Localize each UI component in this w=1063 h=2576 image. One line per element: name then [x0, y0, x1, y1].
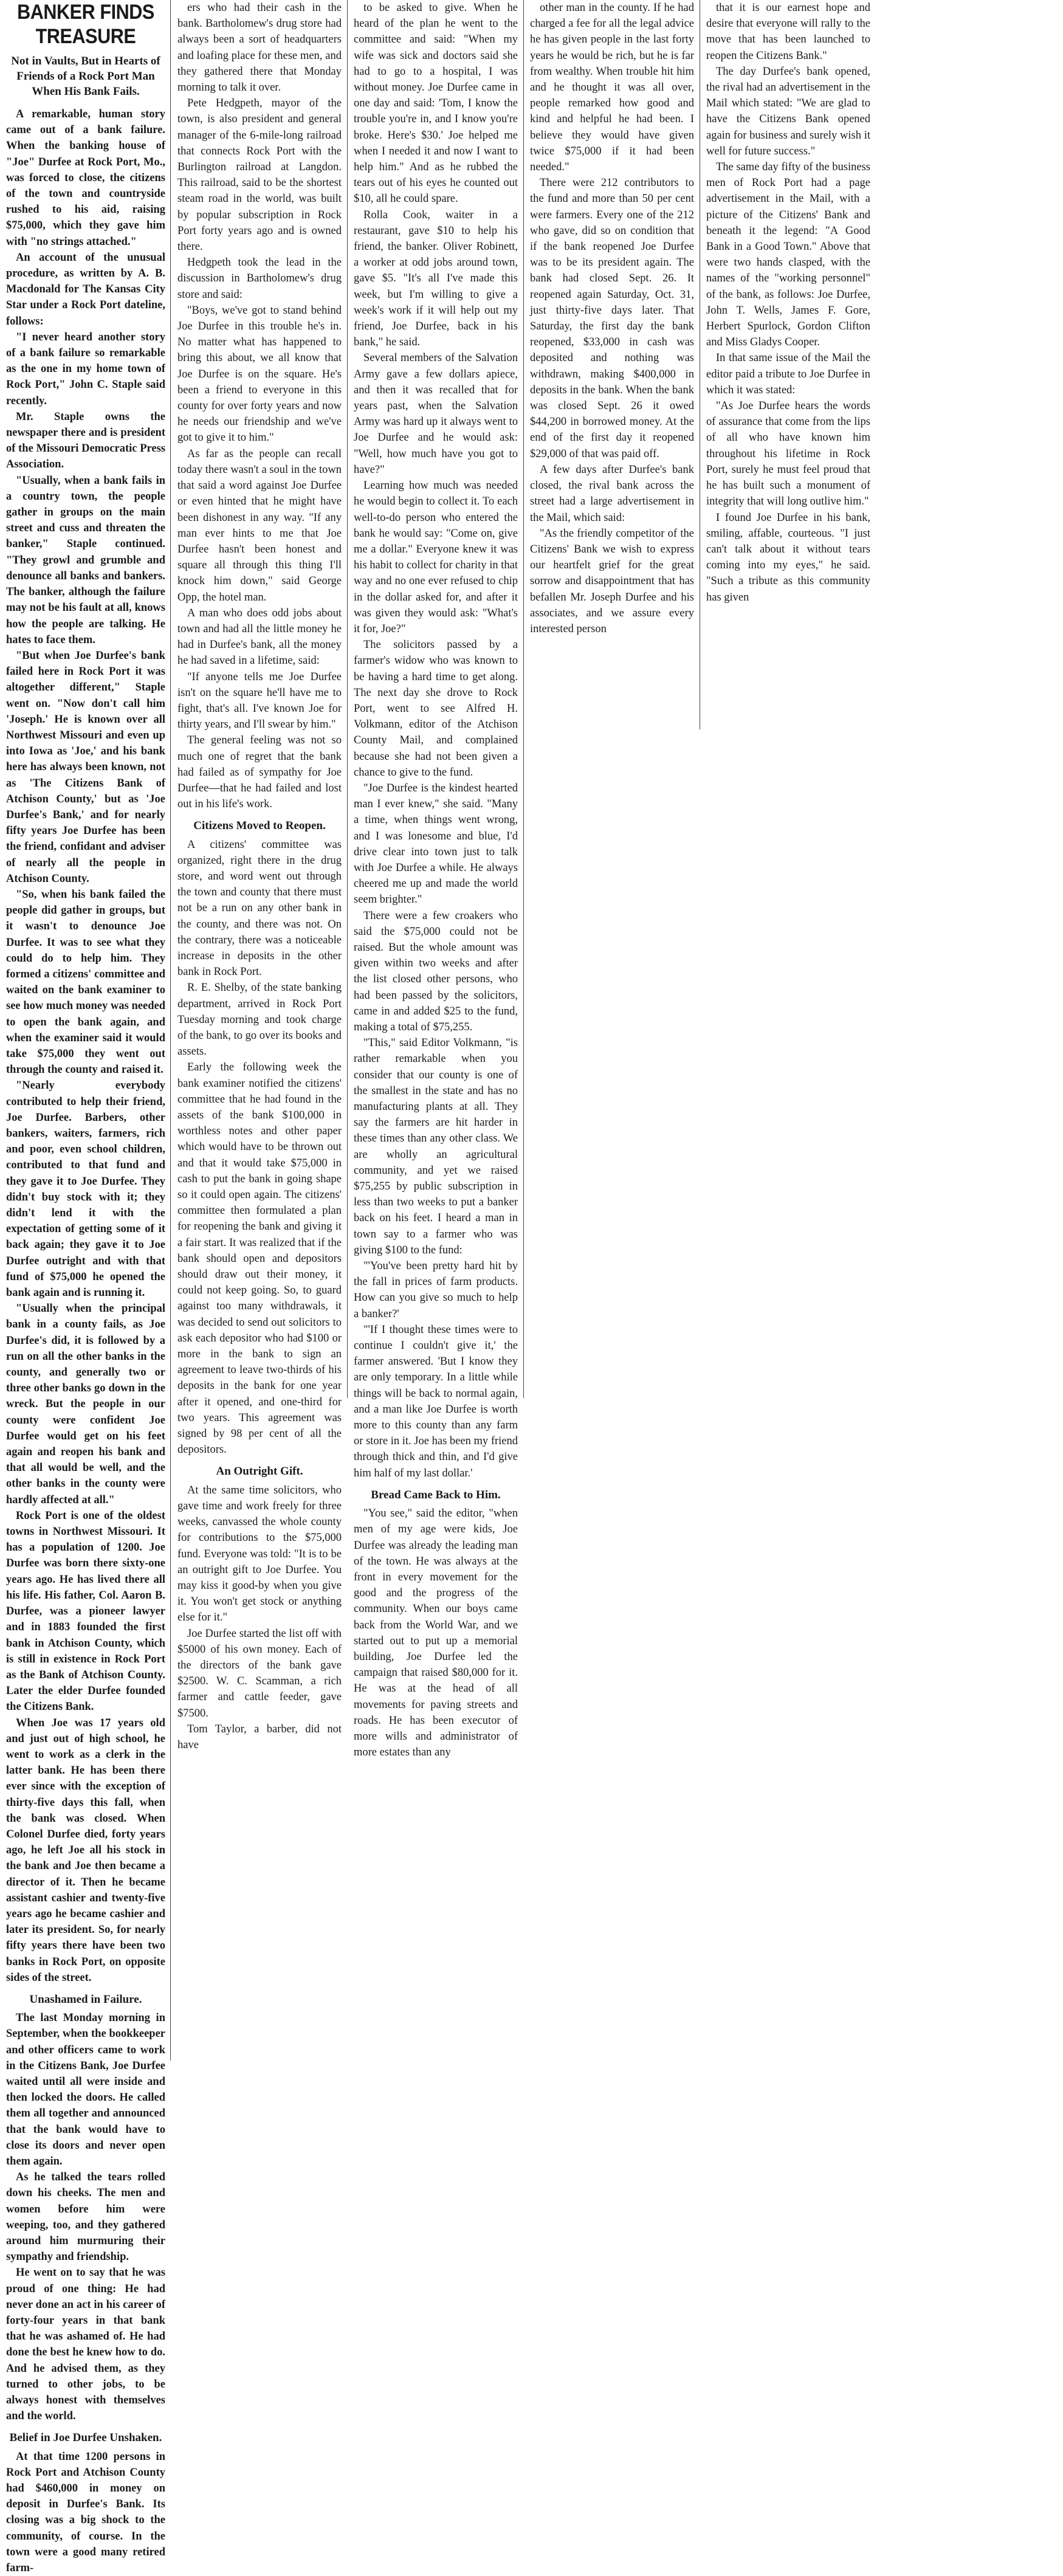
- article-paragraph: A man who does odd jobs about town and had all the little money he had in Durfee's bank, all the money he had saved in a lifetime, said:: [177, 607, 342, 667]
- article-paragraph: Rock Port is one of the oldest towns in Northwest Missouri. It has a population of 1200. Joe Durfee was born there sixty-one years ago. He has lived there all his life. His father, Col. Aaron B. Durfee, was a pioneer lawyer and in 1883 founded the first bank in Atchison County, which is still in existence in Rock Port as the Bank of Atchison County. Later the elder Durfee founded the Citizens Bank.: [6, 1509, 165, 1713]
- column-body: [706, 0, 870, 605]
- article-paragraph: In that same issue of the Mail the editor paid a tribute to Joe Durfee in which it was stated:: [706, 352, 870, 396]
- article-headline: BANKER FINDS TREASURE: [17, 1, 154, 48]
- article-paragraph: "'If I thought these times were to continue I couldn't give it,' the farmer answered. 'But I know they are only temporary. In a little while things will be back to normal again, and a man like Joe Durfee is worth more to this county than any farm or store in it. Joe has been my friend through thick and thin, and I'd give him half of my last dollar.': [354, 1323, 518, 1479]
- article-paragraph: Early the following week the bank examiner notified the citizens' committee that he had found in the assets of the bank $100,000 in worthless notes and other paper which would have to be thrown out and that it would take $75,000 in cash to put the bank in going shape so it could open again. The citizens' committee then formulated a plan for reopening the bank and giving it a fair start. It was realized that if the bank should open and depositors should draw out their money, it could not keep going. So, to guard against too many withdrawals, it was decided to send out solicitors to ask each depositor who had $100 or more in the bank to sign an agreement to leave two-thirds of his deposits in the bank for one year after it opened, and one-third for two years. This agreement was signed by 98 per cent of all the depositors.: [177, 1061, 342, 1456]
- article-paragraph: Several members of the Salvation Army gave a few dollars apiece, and then it was recalled that for years past, when the Salvation Army was hard up it always went to Joe Durfee and he would ask: "Well, how much have you got to have?": [354, 352, 518, 476]
- section-subhead: Belief in Joe Durfee Unshaken.: [9, 2431, 162, 2445]
- article-paragraph: "Usually, when a bank fails in a country town, the people gather in groups on the main street and cuss and threaten the banker," Staple continued. "They growl and grumble and denounce all banks and bankers. The banker, although the failure may not be his fault at all, knows how the people are talking. He hates to face them.: [6, 474, 165, 646]
- article-paragraph: other man in the county. If he had charged a fee for all the legal advice he has given people in the last forty years he would be rich, but he is far from wealthy. When trouble hit him and he thought it was all over, people remarked how good and kind and helpful he had been. I believe they would have given twice $75,000 if it had been needed.": [530, 2, 694, 174]
- article-paragraph: As he talked the tears rolled down his cheeks. The men and women before him were weeping, too, and they gathered around him murmuring their sympathy and friendship.: [6, 2171, 165, 2264]
- article-paragraph: The day Durfee's bank opened, the rival had an advertisement in the Mail which stated: "We are glad to have the Citizens Bank opened again for business and surely wish it well for future success.": [706, 65, 870, 157]
- article-paragraph: "This," said Editor Volkmann, "is rather remarkable when you consider that our county is one of the smallest in the state and has no manufacturing plants at all. They say the farmers are hit harder in these times than any other class. We are wholly an agricultural community, and yet we raised $75,255 by public subscription in less than two weeks to put a banker back on his feet. I heard a man in town say to a farmer who was giving $100 to the fund:: [354, 1037, 518, 1256]
- article-column-1: [6, 0, 165, 2576]
- article-paragraph: I found Joe Durfee in his bank, smiling, affable, courteous. "I just can't talk about it without tears coming into my eyes," he said. "Such a tribute as this community has given: [706, 511, 870, 604]
- article-paragraph: "As Joe Durfee hears the words of assurance that come from the lips of all who have known him throughout his lifetime in Rock Port, surely he must feel proud that he has built such a monument of integrity that will long outlive him.": [706, 400, 870, 508]
- section-subhead: Bread Came Back to Him.: [371, 1488, 501, 1501]
- section-subhead: Unashamed in Failure.: [29, 1992, 142, 2006]
- article-paragraph: A citizens' committee was organized, right there in the drug store, and word went out through the town and county that there must not be a run on any other bank in the county, and there was not. On the contrary, there was a noticeable increase in deposits in the other bank in Rock Port.: [177, 838, 342, 979]
- article-paragraph: At the same time solicitors, who gave time and work freely for three weeks, canvassed the whole county for contributions to the $75,000 fund. Everyone was told: "It is to be an outright gift to Joe Durfee. You may kiss it good-by when you give it. You won't get stock or anything else for it.": [177, 1484, 342, 1624]
- article-paragraph: The last Monday morning in September, when the bookkeeper and other officers came to work in the Citizens Bank, Joe Durfee waited until all were inside and then locked the doors. He called them all together and announced that the bank would have to close its doors and never open them again.: [6, 2012, 165, 2168]
- column-body: [530, 0, 694, 637]
- article-deck: Not in Vaults, But in Hearts of Friends of a Rock Port Man When His Bank Fails.: [11, 55, 160, 98]
- article-paragraph: At that time 1200 persons in Rock Port and Atchison County had $460,000 in money on deposit in Durfee's Bank. Its closing was a big shock to the community, of course. In the town were a good many retired farm-: [6, 2450, 165, 2575]
- section-subhead: Citizens Moved to Reopen.: [193, 819, 326, 833]
- article-paragraph: The solicitors passed by a farmer's widow who was known to be having a hard time to get along. The next day she drove to Rock Port, went to see Alfred H. Volkmann, editor of the Atchison County Mail, and complained because she had not been given a chance to give to the fund.: [354, 639, 518, 779]
- article-paragraph: There were 212 contributors to the fund and more than 50 per cent were farmers. Every one of the 212 who gave, did so on condition that if the bank reopened Joe Durfee was to be its president again. The bank had closed Sept. 26. It reopened again Saturday, Oct. 31, just thirty-five days later. That Saturday, the first day the bank reopened, $33,000 in cash was deposited and nothing was withdrawn, making $400,000 in deposits in the bank. When the bank was closed Sept. 26 it owed $44,200 in borrowed money. At the end of the first day it reopened $29,000 of that was paid off.: [530, 177, 694, 460]
- article-paragraph: "Usually when the principal bank in a county fails, as Joe Durfee's did, it is followed by a run on all the other banks in the county, and generally two or three other banks go down in the wreck. But the people in our county were confident Joe Durfee would get on his feet again and reopen his bank and that all would be well, and the other banks in the county were hardly affected at all.": [6, 1303, 165, 1506]
- article-paragraph: Pete Hedgpeth, mayor of the town, is also president and general manager of the 6-mile-long railroad that connects Rock Port with the Burlington railroad at Langdon. This railroad, said to be the shortest steam road in the world, was built by popular subscription in Rock Port forty years ago and is owned there.: [177, 97, 342, 253]
- article-paragraph: An account of the unusual procedure, as written by A. B. Macdonald for The Kansas City Star under a Rock Port dateline, follows:: [6, 251, 165, 328]
- article-paragraph: "So, when his bank failed the people did gather in groups, but it wasn't to denounce Joe Durfee. It was to see what they could do to help him. They formed a citizens' committee and waited on the bank examiner to see how much money was needed to open the bank again, and when the examiner said it would take $75,000 they went out through the county and raised it.: [6, 888, 165, 1076]
- article-paragraph: "I never heard another story of a bank failure so remarkable as the one in my home town of Rock Port," John C. Staple said recently.: [6, 331, 165, 407]
- article-paragraph: He went on to say that he was proud of one thing: He had never done an act in his career of forty-four years in that bank that he was ashamed of. He had done the best he knew how to do. And he advised them, as they turned to other jobs, to be always honest with themselves and the world.: [6, 2267, 165, 2423]
- article-paragraph: A few days after Durfee's bank closed, the rival bank across the street had a large advertisement in the Mail, which said:: [530, 463, 694, 524]
- article-column-3: [354, 0, 518, 1760]
- article-column-5: [706, 0, 870, 605]
- article-paragraph: to be asked to give. When he heard of the plan he went to the committee and said: "When my wife was sick and doctors said she had to go to a hospital, I was without money. Joe Durfee came in one day and said: 'Tom, I know the trouble you're in, and I know you're broke. Here's $30.' Joe helped me when I needed it and now I want to help him." And as he rubbed the tears out of his eyes he counted out $10, all he could spare.: [354, 2, 518, 205]
- article-paragraph: "But when Joe Durfee's bank failed here in Rock Port it was altogether different," Staple went on. "Now don't call him 'Joseph.' He is known over all Northwest Missouri and even up into Iowa as 'Joe,' and his bank here has always been known, not as 'The Citizens Bank of Atchison County,' but as 'Joe Durfee's Bank,' and for nearly fifty years Joe Durfee has been the friend, confidant and adviser of nearly all the people in Atchison County.: [6, 649, 165, 885]
- article-column-4: [530, 0, 694, 637]
- column-rule: [170, 0, 171, 2061]
- article-paragraph: "Boys, we've got to stand behind Joe Durfee in this trouble he's in. No matter what has happened to bring this about, we all know that Joe Durfee is on the square. He's been a friend to everyone in this county for over forty years and now he needs our friendship and we've got to give it to him.": [177, 304, 342, 444]
- article-paragraph: When Joe was 17 years old and just out of high school, he went to work as a clerk in the latter bank. He has been there ever since with the exception of thirty-five days this fall, when the bank was closed. When Colonel Durfee died, forty years ago, he left Joe all his stock in the bank and Joe then became a director of it. Then he became assistant cashier and twenty-five years ago he became cashier and later its president. So, for nearly fifty years there have been two banks in Rock Port, on opposite sides of the street.: [6, 1717, 165, 1984]
- article-paragraph: Hedgpeth took the lead in the discussion in Bartholomew's drug store and said:: [177, 257, 342, 301]
- column-rule: [523, 0, 524, 1398]
- article-paragraph: The general feeling was not so much one of regret that the bank had failed as of sympathy for Joe Durfee—that he had failed and lost out in his life's work.: [177, 734, 342, 811]
- article-paragraph: "'You've been pretty hard hit by the fall in prices of farm products. How can you give so much to help a banker?': [354, 1260, 518, 1320]
- article-paragraph: Joe Durfee started the list off with $5000 of his own money. Each of the directors of the bank gave $2500. W. C. Scamman, a rich farmer and cattle feeder, gave $7500.: [177, 1627, 342, 1720]
- article-paragraph: "Joe Durfee is the kindest hearted man I ever knew," she said. "Many a time, when things went wrong, and I was lonesome and blue, I'd drive clear into town just to talk with Joe Durfee a while. He always cheered me up and made the world seem brighter.": [354, 782, 518, 906]
- article-paragraph: R. E. Shelby, of the state banking department, arrived in Rock Port Tuesday morning and took charge of the bank, to go over its books and assets.: [177, 982, 342, 1058]
- article-paragraph: Mr. Staple owns the newspaper there and is president of the Missouri Democratic Press Association.: [6, 410, 165, 471]
- article-paragraph: "Nearly everybody contributed to help their friend, Joe Durfee. Barbers, other bankers, waiters, farmers, rich and poor, even school children, contributed to that fund and they gave it to Joe Durfee. They didn't buy stock with it; they didn't lend it with the expectation of getting some of it back again; they gave it to Joe Durfee outright and with that fund of $75,000 he opened the bank again and is running it.: [6, 1080, 165, 1300]
- section-subhead: An Outright Gift.: [216, 1465, 303, 1478]
- article-paragraph: Learning how much was needed he would begin to collect it. To each well-to-do person who entered the bank he would say: "Come on, give me a dollar." Everyone knew it was his habit to collect for charity in that way and no one ever refused to chip in the dollar asked for, and after it was given they would ask: "What's it for, Joe?": [354, 480, 518, 635]
- article-column-2: [177, 0, 342, 1753]
- article-paragraph: "You see," said the editor, "when men of my age were kids, Joe Durfee was already the leading man of the town. He was always at the front in every movement for the good and the progress of the community. When our boys came back from the World War, and we started out to put up a memorial building, Joe Durfee led the campaign that raised $80,000 for it. He was at the head of all movements for paving streets and roads. He has been executor of more wills and administrator of more estates than any: [354, 1507, 518, 1759]
- article-paragraph: "As the friendly competitor of the Citizens' Bank we wish to express our heartfelt grief for the great sorrow and disappointment that has befallen Mr. Joseph Durfee and his associates, and we assure every interested person: [530, 527, 694, 635]
- column-body: [177, 0, 342, 1753]
- article-paragraph: that it is our earnest hope and desire that everyone will rally to the move that has been launched to reopen the Citizens Bank.": [706, 2, 870, 62]
- column-body: [6, 106, 165, 2576]
- article-paragraph: Rolla Cook, waiter in a restaurant, gave $10 to help his friend, the banker. Oliver Robinett, a worker at odd jobs around town, gave $5. "It's all I've made this week, but I'm willing to give a week's work if it will help out my friend, Joe Durfee, back in his bank," he said.: [354, 208, 518, 349]
- article-paragraph: "If anyone tells me Joe Durfee isn't on the square he'll have me to fight, that's all. I've known Joe for thirty years, and I'll swear by him.": [177, 670, 342, 731]
- article-paragraph: As far as the people can recall today there wasn't a soul in the town that said a word against Joe Durfee or even hinted that he might have been dishonest in any way. "If any man ever hints to me that Joe Durfee hasn't been honest and square all through this thing I'll knock him down," said George Opp, the hotel man.: [177, 447, 342, 604]
- article-paragraph: The same day fifty of the business men of Rock Port had a page advertisement in the Mail, with a picture of the Citizens' Bank and beneath it the legend: "A Good Bank in a Good Town." Above that were two hands clasped, with the names of the "working personnel" of the bank, as follows: Joe Durfee, John T. Wells, James F. Gore, Herbert Spurlock, Gordon Clifton and Miss Gladys Cooper.: [706, 161, 870, 349]
- column-body: [354, 0, 518, 1760]
- article-paragraph: A remarkable, human story came out of a bank failure. When the banking house of "Joe" Durfee at Rock Port, Mo., was forced to close, the citizens of the town and countryside rushed to his aid, raising $75,000, which they gave him with "no strings attached.": [6, 108, 165, 248]
- article-paragraph: ers who had their cash in the bank. Bartholomew's drug store had always been a sort of headquarters and loafing place for these men, and they gathered there that Monday morning to talk it over.: [177, 2, 342, 94]
- article-paragraph: Tom Taylor, a barber, did not have: [177, 1723, 342, 1751]
- article-paragraph: There were a few croakers who said the $75,000 could not be raised. But the whole amount was given within two weeks and after the list closed other persons, who had been passed by the solicitors, came in and added $25 to the fund, making a total of $75,255.: [354, 909, 518, 1033]
- column-rule: [347, 0, 348, 1398]
